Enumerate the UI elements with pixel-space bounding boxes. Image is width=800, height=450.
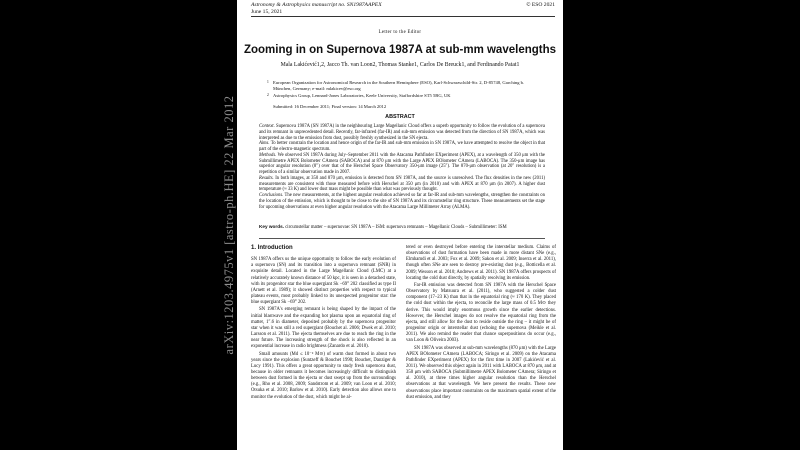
results-text: In both images, at 350 and 870 μm, emission is detected from SN 1987A, and the source is unresolved. The flux densities in the new (2011) measurements are consistent with those measured before with Herschel at 350 μm (in 2010) and with APEX at 870 μm (in 2007). A higher dust temperature (≈ 33 K) and lower dust mass might be possible than what was previously thought.	[259, 175, 546, 193]
conclusions-text: The new measurements, at the highest angular resolution achieved so far at far-IR and sub-mm wavelengths, strengthen the constraints on the location of the emission, which is thought to be close to the site of SN 1987A and its circumstellar ring structure. These measurements set the stage for upcoming observations at even higher angular resolution with the Atacama Large Millimeter Array (ALMA).	[259, 193, 545, 210]
paragraph: tered or even destroyed before entering the interstellar medium. Claims of observations of dust formation have been made in more distant SNe (e.g., Elmhamdi et al. 2003; Fox et al. 2009; Sakon et al. 2009; Inserra et al. 2011), though often SNe are seen to destroy pre-existing dust (e.g., Botticella et al. 2009; Wesson et al. 2010; Andrews et al. 2011). SN 1987A offers prospects of locating the cold dust directly, by spatially resolving its emission.	[406, 245, 556, 281]
arxiv-stamp: arXiv:1203.4975v1 [astro-ph.HE] 22 Mar 2012	[222, 95, 236, 355]
paper-page	[237, 0, 563, 450]
right-column	[406, 245, 556, 402]
left-column	[251, 245, 396, 402]
abstract	[259, 124, 545, 210]
affiliation-number: 2	[267, 93, 269, 97]
methods-text: We observed SN 1987A during July–September 2011 with the Atacama Pathfinder EXperiment (APEX), at a wavelength of 350 μm with the Submillimetre APEX Bolometer CAmera (SABOCA) and at 870 μm with the Large APEX BOlometer CAmera (LABOCA). The 350-μm image has superior angular resolution (8″) over that of the Herschel Space Observatory 350-μm image (25″). The 870-μm observation (at 20″ resolution) is a repetition of a similar observation made in 2007.	[259, 152, 545, 175]
conclusions-label: Conclusions.	[259, 193, 284, 198]
paragraph: SN 1987A was observed at sub-mm wavelengths (870 μm) with the Large APEX BOlometer CAmera (LABOCA; Siringo et al. 2009) on the Atacama Pathfinder EXperiment (APEX) for the first time in 2007 (Lakićević et al. 2011). We observed this object again in 2011 with LABOCA at 870 μm, and at 350 μm with SABOCA (Submillimetre APEX Bolometer CAmera; Siringo et al. 2010), at three times higher angular resolution than the Herschel observations at that wavelength. We here present the results. These new observations place important constraints on the maximum spatial extent of the dust emission, and they	[406, 345, 556, 400]
journal-line: Astronomy & Astrophysics manuscript no. SN1987AAPEX	[251, 2, 382, 8]
paragraph: Far-IR emission was detected from SN 1987A with the Herschel Space Observatory by Matsuura et al. (2011), who suggested a colder dust component (17–23 K) than that in the equatorial ring (≈ 170 K). They placed the cold dust within the ejecta, to reconcile the large mass of 0.5 M⊙ they derive. This would imply enormous growth since the earlier detections. However, the Herschel images do not resolve the equatorial ring from the ejecta, and still allow for the dust to reside outside the ring – it might be of progenitor origin or interstellar dust (echoing the supernova (Meikle et al. 2011). We also remind the reader that chance superpositions do occur (e.g., van Loon & Oliveira 2003).	[406, 282, 556, 344]
paragraph: SN 1987A offers us the unique opportunity to follow the early evolution of a supernova (SN) and its transition into a supernova remnant (SNR) in exquisite detail. Located in the Large Magellanic Cloud (LMC) at a relatively accurately known distance of 50 kpc, it is seen in a detached state, with its progenitor star the blue supergiant Sk −69° 202 classified as type II (Arnett et al. 1989); it showed distinct properties with respect to typical plateau events, most probably linked to its unexpected progenitor star: the blue supergiant Sk −69° 202.	[251, 257, 396, 306]
aims-label: Aims.	[259, 141, 270, 147]
affiliation-text: Astrophysics Group, Lennard-Jones Laboratories, Keele University, Staffordshire ST5 5BG, UK	[273, 93, 451, 98]
header-date: June 15, 2021	[251, 9, 283, 15]
section-heading: 1. Introduction	[251, 245, 293, 251]
context-label: Context.	[259, 124, 275, 129]
keywords-text: circumstellar matter – supernovae: SN 1987A – ISM: supernova remnants – Magellanic Clouds – Submillimeter: ISM	[285, 225, 507, 230]
affiliation-text: European Organization for Astronomical Research in the Southern Hemisphere (ESO), Karl-Schwarzschild-Str. 2, D-85748, Garching b. München, Germany; e-mail: mlakicev@eso.org	[273, 80, 525, 91]
header-rule	[251, 16, 555, 17]
keywords	[259, 224, 545, 231]
paragraph: SN 1987A's emerging remnant is being shaped by the impact of the initial blastwave and the expanding hot plasma upon an equatorial ring of matter, 1″.6 in diameter, deposited probably by the supernova progenitor star when it was still a red supergiant (Bouchet al. 2006; Dwek et al. 2010; Larsson et al. 2011). The ejecta themselves are due to reach the ring in the near future. The increasing strength of the shock is also reflected in an exponential increase in radio brightness (Zanardo et al. 2010).	[251, 307, 396, 350]
affiliation-1	[267, 80, 543, 91]
aims-text: To better constrain the location and hence origin of the far-IR and sub-mm emission in SN 1987A, we have attempted to resolve the object in that part of the electro-magnetic spectrum.	[259, 141, 545, 152]
submission-dates: Submitted: 16 December 2011; Final version: 14 March 2012	[273, 104, 387, 109]
methods-label: Methods.	[259, 152, 277, 158]
letter-label: Letter to the Editor	[378, 30, 422, 35]
abstract-heading: ABSTRACT	[385, 114, 415, 120]
copyright: © ESO 2021	[526, 2, 555, 8]
abstract-rule	[259, 238, 545, 239]
running-header	[251, 2, 382, 16]
results-label: Results.	[259, 175, 274, 181]
affiliation-2	[267, 93, 543, 99]
keywords-label: Key words.	[259, 224, 285, 229]
paragraph: Small amounts (Md ≤ 10⁻³ M⊙) of warm dust formed in about two years since the explosion (Suntzeff & Bouchet 1990; Bouchet, Danziger & Lucy 1991). This offers a great opportunity to study fresh supernova dust, because in older remnants it becomes increasingly difficult to distinguish between dust formed in the ejecta or dust swept up from the surroundings (e.g., Rho et al. 2008, 2009; Sandstrom et al. 2009; van Loon et al. 2010; Otsuka et al. 2010; Barlow et al. 2010). Early detection also allows one to monitor the evolution of the dust, which might be al-	[251, 351, 396, 400]
affiliation-number: 1	[267, 80, 269, 84]
context-text: Supernova 1987A (SN 1987A) in the neighbouring Large Magellanic Cloud offers a superb opportunity to follow the evolution of a supernova and its remnant in unprecedented detail. Recently, far-infrared (far-IR) and sub-mm emission was detected from the direction of SN 1987A, which was interpreted as due to the emission from dust, possibly freshly synthesized in the SN ejecta.	[259, 124, 545, 141]
paper-title: Zooming in on Supernova 1987A at sub-mm wavelengths	[243, 44, 557, 56]
author-list: Mala Lakićević1,2, Jacco Th. van Loon2, Thomas Stanke1, Carlos De Breuck1, and Ferdinando Patat1	[280, 62, 520, 68]
